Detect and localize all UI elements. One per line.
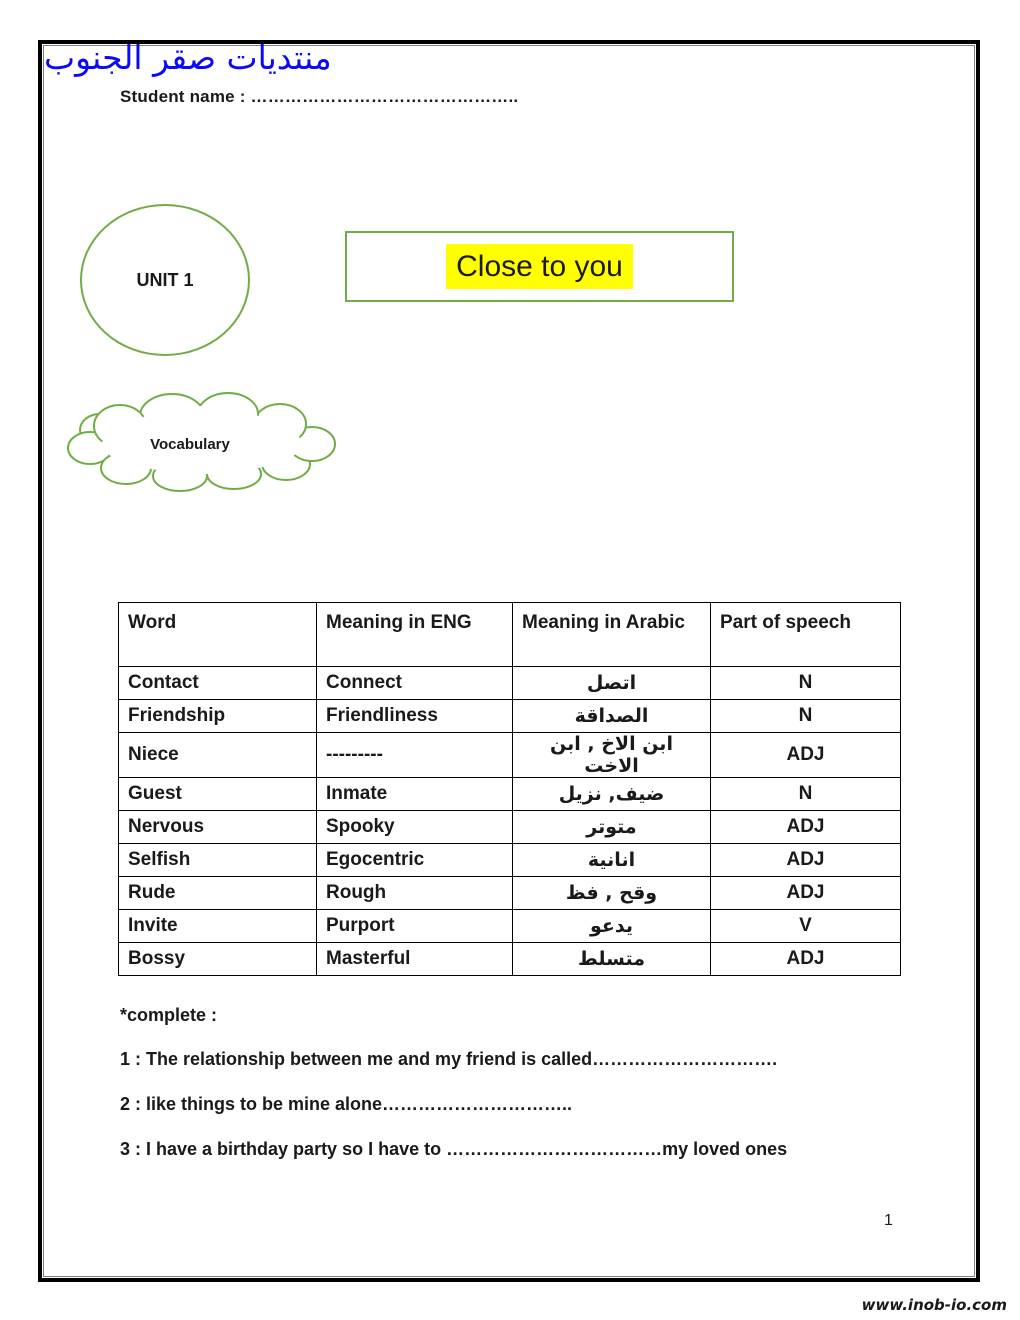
table-row	[119, 943, 901, 976]
vocabulary-cloud-label: Vocabulary	[150, 435, 230, 453]
cell-meaning-arabic: يدعو	[513, 910, 711, 943]
cell-word: Invite	[119, 910, 317, 943]
cell-part-of-speech: N	[711, 778, 901, 811]
cell-part-of-speech: ADJ	[711, 733, 901, 778]
table-row	[119, 700, 901, 733]
complete-section-heading: *complete :	[120, 1005, 218, 1025]
student-name-label: Student name : ………………………………………..	[120, 87, 519, 106]
header-part-of-speech: Part of speech	[711, 603, 901, 667]
vocabulary-cloud	[60, 388, 340, 496]
cell-part-of-speech: ADJ	[711, 844, 901, 877]
cell-meaning-eng: Connect	[317, 667, 513, 700]
cell-word: Contact	[119, 667, 317, 700]
cell-word: Rude	[119, 877, 317, 910]
table-header-row	[119, 603, 901, 667]
cell-word: Selfish	[119, 844, 317, 877]
lesson-title-text: Close to you	[446, 244, 633, 289]
cell-part-of-speech: N	[711, 667, 901, 700]
table-row	[119, 667, 901, 700]
cell-word: Guest	[119, 778, 317, 811]
table-row	[119, 778, 901, 811]
cell-meaning-eng: Spooky	[317, 811, 513, 844]
cell-meaning-eng: Friendliness	[317, 700, 513, 733]
table-row	[119, 733, 901, 778]
unit-badge	[80, 204, 250, 356]
cell-meaning-eng: Purport	[317, 910, 513, 943]
cell-meaning-eng: ---------	[317, 733, 513, 778]
footer-url: www.inob-io.com	[861, 1296, 1007, 1314]
vocabulary-table	[118, 602, 901, 976]
header-meaning-arabic: Meaning in Arabic	[513, 603, 711, 667]
cell-meaning-eng: Rough	[317, 877, 513, 910]
cell-meaning-eng: Masterful	[317, 943, 513, 976]
complete-item-2: 2 : like things to be mine alone…………………………..	[120, 1094, 573, 1114]
cell-meaning-eng: Inmate	[317, 778, 513, 811]
cell-word: Niece	[119, 733, 317, 778]
table-row	[119, 844, 901, 877]
table-row	[119, 910, 901, 943]
table-row	[119, 811, 901, 844]
cell-meaning-arabic: اتصل	[513, 667, 711, 700]
cell-part-of-speech: N	[711, 700, 901, 733]
lesson-title-box	[345, 231, 734, 302]
page-number: 1	[884, 1212, 893, 1229]
header-word: Word	[119, 603, 317, 667]
cell-part-of-speech: ADJ	[711, 943, 901, 976]
header-meaning-eng: Meaning in ENG	[317, 603, 513, 667]
cell-meaning-arabic: الصداقة	[513, 700, 711, 733]
cell-meaning-arabic: متوتر	[513, 811, 711, 844]
cell-meaning-arabic: وقح , فظ	[513, 877, 711, 910]
cell-part-of-speech: ADJ	[711, 877, 901, 910]
cell-meaning-arabic: ضيف, نزيل	[513, 778, 711, 811]
cell-meaning-arabic: متسلط	[513, 943, 711, 976]
complete-item-1: 1 : The relationship between me and my friend is called………………………….	[120, 1049, 778, 1069]
cell-meaning-eng: Egocentric	[317, 844, 513, 877]
cell-meaning-arabic: انانية	[513, 844, 711, 877]
table-row	[119, 877, 901, 910]
cell-meaning-arabic: ابن الاخ , ابن الاخت	[513, 733, 711, 778]
cell-word: Nervous	[119, 811, 317, 844]
complete-item-3: 3 : I have a birthday party so I have to ………………………………my loved ones	[120, 1139, 788, 1159]
unit-badge-label: UNIT 1	[136, 269, 194, 290]
cell-part-of-speech: ADJ	[711, 811, 901, 844]
site-title-arabic: منتديات صقر الجنوب	[44, 38, 332, 77]
cell-word: Bossy	[119, 943, 317, 976]
cell-part-of-speech: V	[711, 910, 901, 943]
cell-word: Friendship	[119, 700, 317, 733]
